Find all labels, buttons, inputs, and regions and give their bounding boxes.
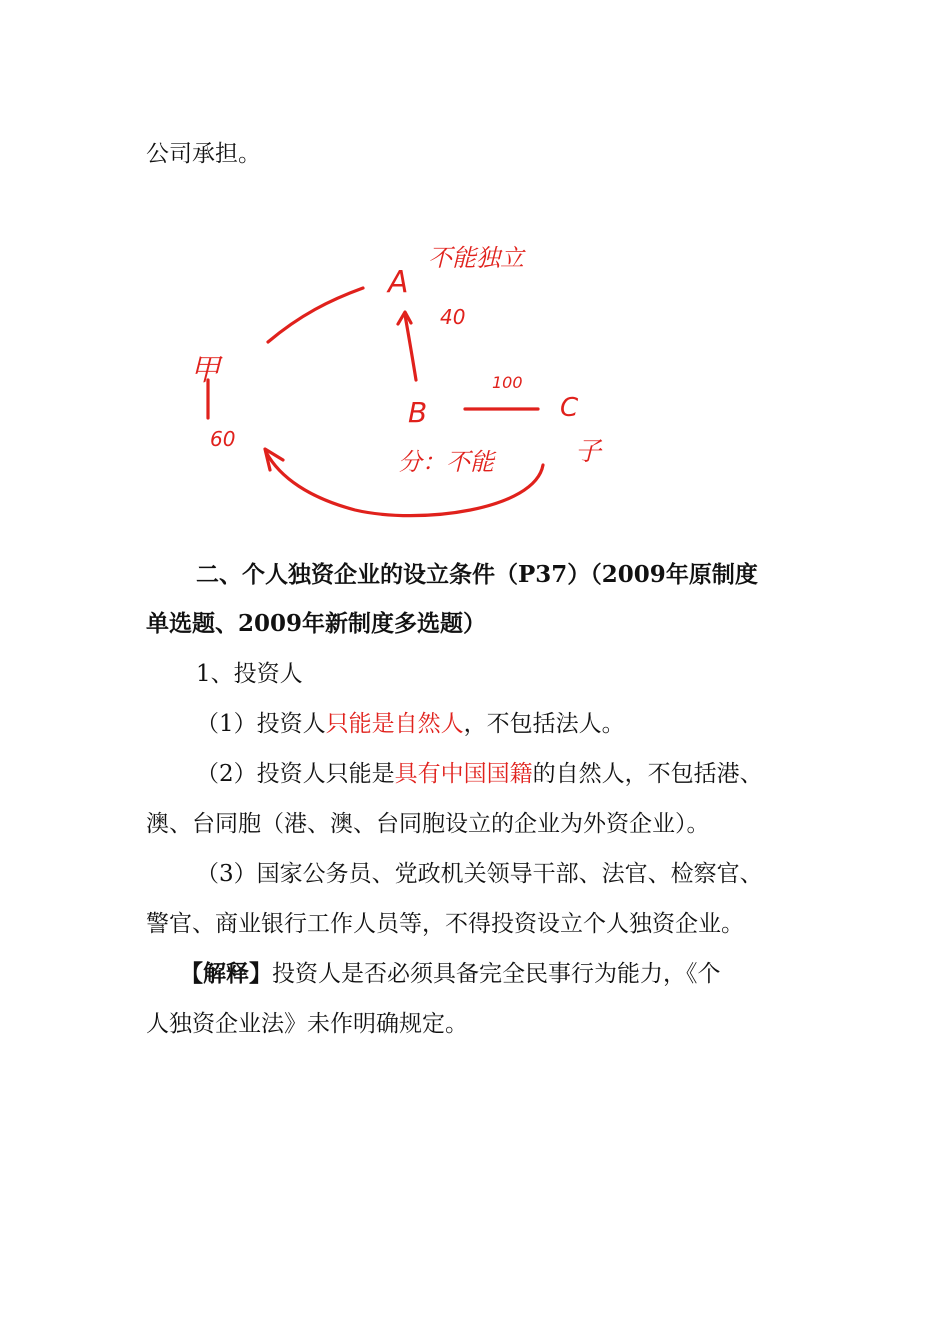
item-3-line2: 警官、商业银行工作人员等，不得投资设立个人独资企业。	[146, 911, 744, 937]
label-jia-share: 60	[210, 427, 236, 451]
label-b-note: 分：不能	[398, 448, 494, 476]
label-c-note: 子	[575, 437, 602, 467]
explanation-line2: 人独资企业法》未作明确规定。	[146, 1011, 468, 1037]
explanation-text: 投资人是否必须具备完全民事行为能力，《个	[272, 961, 721, 987]
label-a-note: 不能独立	[428, 244, 524, 272]
item-2-prefix: （2）投资人只能是	[196, 761, 395, 787]
item-2-highlight: 具有中国国籍	[394, 761, 533, 787]
label-jia: 甲	[190, 353, 220, 388]
label-b: B	[408, 396, 428, 429]
item-1	[196, 709, 866, 739]
arrow-head-jia	[265, 449, 283, 470]
item-2-line2: 澳、台同胞（港、澳、台同胞设立的企业为外资企业）。	[146, 811, 710, 837]
item-2-suffix: 的自然人，不包括港、	[532, 761, 763, 787]
item-1-suffix: ，不包括法人。	[463, 711, 625, 737]
arrow-b-to-a	[405, 315, 416, 380]
section-heading-line2: 单选题、2009年新制度多选题）	[146, 610, 487, 637]
label-a: A	[388, 265, 409, 300]
item-1-highlight: 只能是自然人	[325, 711, 464, 737]
explanation-label: 【解释】	[180, 960, 272, 987]
label-bc-value: 100	[492, 373, 523, 392]
subheading-investor: 1、投资人	[196, 661, 303, 687]
item-3-line1: （3）国家公务员、党政机关领导干部、法官、检察官、	[196, 861, 763, 887]
label-a-share: 40	[440, 305, 466, 329]
handwritten-diagram	[170, 220, 620, 520]
label-c: C	[560, 393, 579, 423]
intro-text: 公司承担。	[146, 141, 261, 167]
item-2-line1	[196, 759, 866, 789]
explanation-line1	[180, 959, 850, 989]
section-heading-line1: 二、个人独资企业的设立条件（P37）（2009年原制度	[196, 561, 758, 588]
item-1-prefix: （1）投资人	[196, 711, 326, 737]
arc-jia-to-a	[268, 288, 363, 342]
